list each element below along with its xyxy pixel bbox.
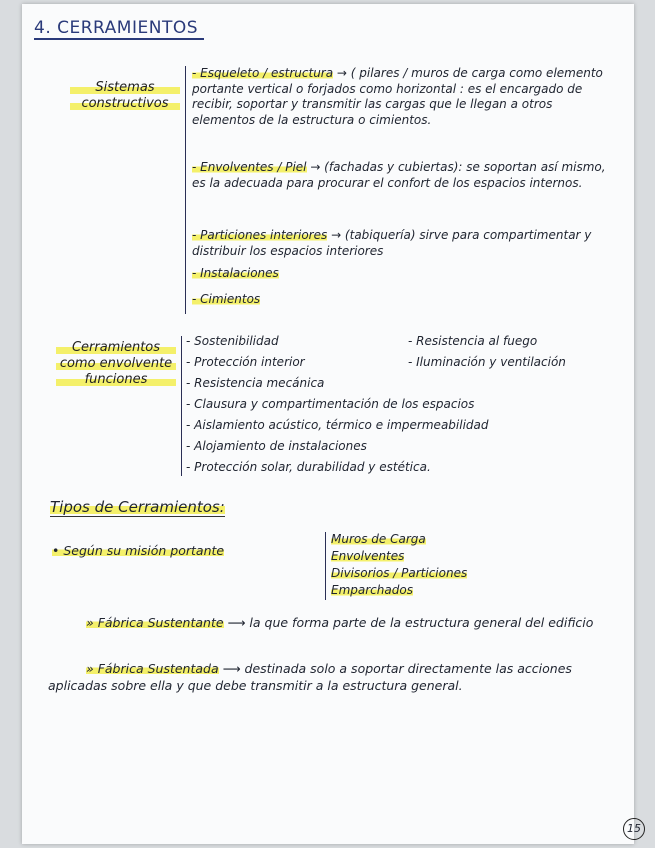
function-item: - Resistencia mecánica — [186, 376, 325, 390]
function-item: - Resistencia al fuego — [408, 334, 538, 348]
item-head: - Instalaciones — [192, 266, 279, 280]
item-text: → ( pilares / muros de carga como elemento portante vertical o forjados como horizontal : es el encargado de recibir, soportar y transmitir las cargas que le llegan a otros elementos de la estructura o cimientos. — [192, 66, 603, 127]
page-title — [34, 18, 204, 38]
label-line: Cerramientos — [56, 340, 176, 356]
criterion — [52, 543, 224, 559]
item-text: → (tabiquería) sirve para compartimentar y distribuir los espacios interiores — [192, 228, 592, 258]
function-item: - Sostenibilidad — [186, 334, 279, 348]
label-line: constructivos — [70, 96, 180, 112]
title-text: 4. CERRAMIENTOS — [34, 18, 204, 40]
item-head: - Esqueleto / estructura — [192, 66, 334, 80]
label-line: Sistemas — [70, 80, 180, 96]
para-head: » Fábrica Sustentante — [86, 615, 224, 630]
item-text: → (fachadas y cubiertas): se soportan así mismo, es la adecuada para procurar el confort de los espacios internos. — [192, 160, 606, 190]
section-label-cerramientos — [56, 340, 176, 388]
type-item — [331, 566, 467, 582]
criterion-text: • Según su misión portante — [52, 543, 225, 558]
list-item — [192, 66, 612, 128]
title-text: Tipos de Cerramientos: — [50, 498, 225, 516]
bracket-line — [185, 66, 186, 314]
page-number: 15 — [623, 818, 645, 840]
para-text: ⟶ la que forma parte de la estructura general del edificio — [223, 615, 594, 630]
function-item: - Protección interior — [186, 355, 305, 369]
function-item: - Aislamiento acústico, térmico e impermeabilidad — [186, 418, 489, 432]
type-item — [331, 532, 426, 548]
item-head: - Particiones interiores — [192, 228, 328, 242]
para-head: » Fábrica Sustentada — [86, 661, 219, 676]
item-head: - Cimientos — [192, 292, 261, 306]
list-item — [192, 292, 612, 308]
function-item: - Protección solar, durabilidad y estética. — [186, 460, 431, 474]
type-text: Divisorios / Particiones — [331, 566, 468, 580]
section-title-tipos — [50, 498, 225, 516]
para-text: ⟶ destinada solo a soportar directamente las acciones aplicadas sobre ella y que debe transmitir a la estructura general. — [48, 661, 572, 693]
list-item — [192, 228, 612, 259]
paragraph-sustentante — [48, 614, 608, 631]
type-text: Emparchados — [331, 583, 413, 597]
label-line: como envolvente — [56, 356, 176, 372]
item-head: - Envolventes / Piel — [192, 160, 307, 174]
label-line: funciones — [56, 372, 176, 388]
function-item: - Iluminación y ventilación — [408, 355, 566, 369]
bracket-line — [181, 336, 182, 476]
type-item — [331, 583, 413, 599]
list-item — [192, 266, 612, 282]
function-item: - Alojamiento de instalaciones — [186, 439, 367, 453]
type-text: Envolventes — [331, 549, 405, 563]
bracket-line — [325, 532, 326, 600]
type-text: Muros de Carga — [331, 532, 426, 546]
section-label-sistemas — [70, 80, 180, 112]
type-item — [331, 549, 404, 565]
list-item — [192, 160, 612, 191]
function-item: - Clausura y compartimentación de los espacios — [186, 397, 475, 411]
paragraph-sustentada — [48, 660, 608, 694]
